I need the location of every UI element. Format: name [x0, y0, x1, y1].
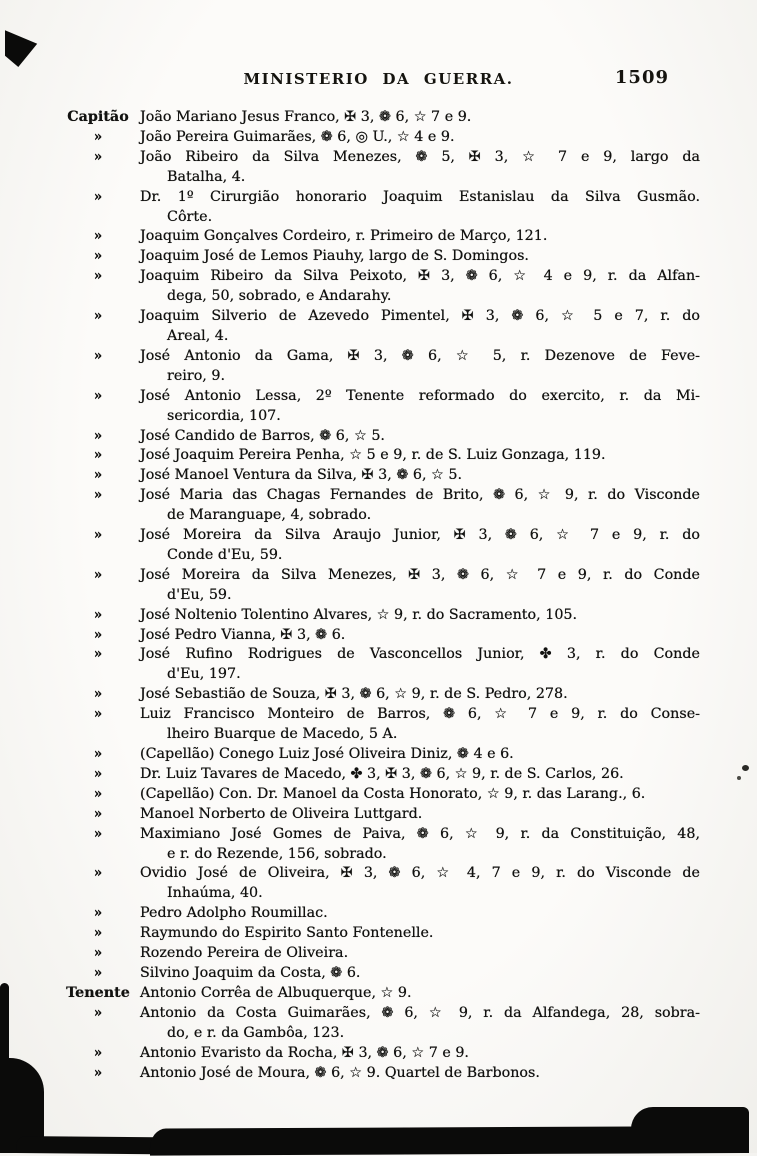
entry-line: Batalha, 4. [167, 168, 246, 185]
ditto-mark: » [93, 128, 103, 145]
entry-text [140, 944, 700, 964]
entry-row [56, 825, 700, 865]
entry-row [56, 645, 700, 685]
entry-text [140, 765, 700, 785]
ditto-mark: » [93, 746, 103, 762]
ditto-mark: » [93, 527, 103, 544]
entry-line: (Capellão) Con. Dr. Manoel da Costa Honorato, ☆ 9, r. das Larang., 6. [140, 785, 646, 802]
entry-line: reiro, 9. [167, 367, 226, 384]
ditto-mark: » [93, 248, 103, 265]
ditto-mark: » [93, 447, 103, 464]
entry-line: dega, 50, sobrado, e Andarahy. [167, 288, 392, 305]
entry-line: Inhaúma, 40. [167, 885, 263, 902]
entry-line: José Moreira da Silva Menezes, ✠ 3, ❁ 6, ☆ 7 e 9, r. do Conde [140, 566, 700, 583]
entry-line: lheiro Buarque de Macedo, 5 A. [167, 726, 398, 743]
entry-line: Conde d'Eu, 59. [167, 546, 283, 563]
ditto-mark: » [93, 805, 103, 822]
rank-label: Capitão [67, 109, 129, 125]
entry-text [140, 466, 700, 486]
ditto-mark: » [93, 1044, 103, 1061]
entry-text [140, 446, 700, 466]
entry-text [140, 1044, 700, 1064]
entry-line: José Rufino Rodrigues de Vasconcellos Junior, ✤ 3, r. do Conde [140, 646, 700, 663]
page-number: 1509 [614, 67, 669, 88]
entry-row [56, 964, 700, 984]
rank-label: Tenente [66, 984, 130, 1001]
entry-row [56, 128, 700, 148]
scan-artifact-bottom-right-corner [631, 1107, 749, 1153]
entry-row [56, 984, 700, 1004]
officer-list [56, 108, 700, 1083]
entry-text [140, 148, 700, 188]
entry-line: Antonio José de Moura, ❁ 6, ☆ 9. Quartel de Barbonos. [140, 1064, 540, 1081]
entry-text [140, 387, 700, 427]
entry-line: Joaquim José de Lemos Piauhy, largo de S. Domingos. [140, 248, 529, 265]
entry-line: Dr. 1º Cirurgião honorario Joaquim Estanislau da Silva Gusmão. [140, 188, 700, 205]
entry-line: de Maranguape, 4, sobrado. [167, 507, 372, 524]
entry-text [140, 307, 700, 347]
entry-line: Raymundo do Espirito Santo Fontenelle. [140, 925, 434, 942]
entry-line: João Mariano Jesus Franco, ✠ 3, ❁ 6, ☆ 7 e 9. [140, 109, 472, 125]
ditto-mark: » [93, 188, 103, 205]
entry-text [140, 924, 700, 944]
entry-text [140, 785, 700, 805]
entry-line: Manoel Norberto de Oliveira Luttgard. [140, 805, 423, 822]
entry-row [56, 148, 700, 188]
entry-text [140, 825, 700, 865]
entry-row [56, 685, 700, 705]
ditto-mark: » [93, 148, 103, 165]
entry-line: sericordia, 107. [167, 407, 281, 424]
entry-row [56, 1064, 700, 1084]
entry-line: Luiz Francisco Monteiro de Barros, ❁ 6, ☆ 7 e 9, r. do Conse- [140, 706, 700, 723]
scan-artifact-right-speck [737, 776, 741, 780]
entry-text [140, 227, 700, 247]
entry-text [140, 685, 700, 705]
ditto-mark: » [93, 347, 103, 364]
entry-text [140, 606, 700, 626]
ditto-mark: » [93, 566, 103, 583]
entry-row [56, 486, 700, 526]
ditto-mark: » [93, 1004, 103, 1021]
entry-text [140, 745, 700, 765]
entry-text [140, 705, 700, 745]
entry-line: Silvino Joaquim da Costa, ❁ 6. [140, 964, 361, 981]
entry-line: José Moreira da Silva Araujo Junior, ✠ 3, ❁ 6, ☆ 7 e 9, r. do [140, 527, 700, 544]
entry-row [56, 1044, 700, 1064]
ditto-mark: » [93, 785, 103, 802]
ditto-mark: » [93, 945, 103, 962]
entry-text [140, 1004, 700, 1044]
entry-row [56, 446, 700, 466]
entry-line: José Noltenio Tolentino Alvares, ☆ 9, r. do Sacramento, 105. [140, 606, 578, 623]
ditto-mark: » [93, 268, 103, 285]
ditto-mark: » [93, 606, 103, 623]
ditto-mark: » [93, 964, 103, 981]
ditto-mark: » [93, 487, 103, 504]
entry-row [56, 765, 700, 785]
entry-line: Antonio Evaristo da Rocha, ✠ 3, ❁ 6, ☆ 7 e 9. [140, 1044, 469, 1061]
scan-artifact-top-left [5, 27, 40, 67]
entry-row [56, 427, 700, 447]
entry-row [56, 387, 700, 427]
entry-line: José Maria das Chagas Fernandes de Brito, ❁ 6, ☆ 9, r. do Visconde [140, 487, 700, 504]
entry-row [56, 307, 700, 347]
ditto-mark: » [93, 467, 103, 484]
entry-row [56, 944, 700, 964]
entry-line: João Ribeiro da Silva Menezes, ❁ 5, ✠ 3, ☆ 7 e 9, largo da [140, 148, 700, 165]
entry-row [56, 924, 700, 944]
scan-artifact-right-dot [742, 765, 749, 771]
entry-line: d'Eu, 59. [167, 586, 232, 603]
entry-text [140, 128, 700, 148]
entry-line: do, e r. da Gambôa, 123. [167, 1024, 345, 1041]
entry-row [56, 566, 700, 606]
page-title: MINISTERIO DA GUERRA. [243, 70, 514, 88]
ditto-mark: » [93, 228, 103, 245]
entry-text [140, 566, 700, 606]
entry-row [56, 108, 700, 128]
entry-line: José Manoel Ventura da Silva, ✠ 3, ❁ 6, ☆ 5. [140, 467, 463, 484]
entry-row [56, 745, 700, 765]
ditto-mark: » [93, 626, 103, 643]
entry-row [56, 347, 700, 387]
entry-line: (Capellão) Conego Luiz José Oliveira Diniz, ❁ 4 e 6. [140, 746, 514, 762]
entry-row [56, 466, 700, 486]
entry-line: Ovidio José de Oliveira, ✠ 3, ❁ 6, ☆ 4, 7 e 9, r. do Visconde de [140, 865, 700, 882]
entry-text [140, 188, 700, 228]
entry-row [56, 904, 700, 924]
entry-line: Pedro Adolpho Roumillac. [140, 905, 328, 922]
entry-line: Côrte. [167, 208, 213, 225]
entry-row [56, 864, 700, 904]
entry-text [140, 864, 700, 904]
entry-row [56, 805, 700, 825]
ditto-mark: » [93, 646, 103, 663]
entry-text [140, 1064, 700, 1084]
entry-text [140, 805, 700, 825]
ditto-mark: » [93, 387, 103, 404]
entry-text [140, 427, 700, 447]
ditto-mark: » [93, 765, 103, 782]
entry-text [140, 247, 700, 267]
entry-line: José Joaquim Pereira Penha, ☆ 5 e 9, r. de S. Luiz Gonzaga, 119. [140, 447, 606, 464]
ditto-mark: » [93, 865, 103, 882]
entry-row [56, 705, 700, 745]
entry-line: Joaquim Gonçalves Cordeiro, r. Primeiro de Março, 121. [140, 228, 548, 245]
ditto-mark: » [93, 706, 103, 723]
entry-line: José Sebastião de Souza, ✠ 3, ❁ 6, ☆ 9, r. de S. Pedro, 278. [140, 686, 568, 703]
entry-line: José Antonio Lessa, 2º Tenente reformado do exercito, r. da Mi- [140, 387, 700, 404]
entry-row [56, 526, 700, 566]
entry-line: Joaquim Silverio de Azevedo Pimentel, ✠ 3, ❁ 6, ☆ 5 e 7, r. do [140, 308, 700, 325]
entry-line: Antonio Corrêa de Albuquerque, ☆ 9. [140, 984, 412, 1001]
entry-line: Antonio da Costa Guimarães, ❁ 6, ☆ 9, r. da Alfandega, 28, sobra- [140, 1004, 700, 1021]
entry-text [140, 526, 700, 566]
entry-row [56, 785, 700, 805]
entry-row [56, 626, 700, 646]
entry-text [140, 267, 700, 307]
entry-text [140, 904, 700, 924]
entry-row [56, 188, 700, 228]
entry-line: Rozendo Pereira de Oliveira. [140, 945, 349, 962]
entry-text [140, 108, 700, 128]
entry-text [140, 964, 700, 984]
ditto-mark: » [93, 308, 103, 325]
entry-text [140, 984, 700, 1004]
entry-line: Dr. Luiz Tavares de Macedo, ✤ 3, ✠ 3, ❁ 6, ☆ 9, r. de S. Carlos, 26. [140, 765, 624, 782]
entry-line: João Pereira Guimarães, ❁ 6, ◎ U., ☆ 4 e 9. [140, 128, 455, 145]
entry-line: José Antonio da Gama, ✠ 3, ❁ 6, ☆ 5, r. Dezenove de Feve- [140, 347, 700, 364]
ditto-mark: » [93, 825, 103, 842]
entry-row [56, 227, 700, 247]
ditto-mark: » [93, 905, 103, 922]
entry-line: Maximiano José Gomes de Paiva, ❁ 6, ☆ 9, r. da Constituição, 48, [140, 825, 700, 842]
entry-text [140, 626, 700, 646]
entry-line: d'Eu, 197. [167, 666, 241, 683]
entry-text [140, 347, 700, 387]
page-header [0, 67, 757, 94]
entry-line: José Candido de Barros, ❁ 6, ☆ 5. [140, 427, 385, 444]
entry-line: Areal, 4. [167, 327, 229, 344]
entry-row [56, 1004, 700, 1044]
entry-text [140, 486, 700, 526]
ditto-mark: » [93, 925, 103, 942]
entry-text [140, 645, 700, 685]
ditto-mark: » [93, 427, 103, 444]
entry-line: Joaquim Ribeiro da Silva Peixoto, ✠ 3, ❁ 6, ☆ 4 e 9, r. da Alfan- [140, 268, 700, 285]
entry-row [56, 247, 700, 267]
entry-row [56, 267, 700, 307]
ditto-mark: » [93, 1064, 103, 1081]
entry-row [56, 606, 700, 626]
entry-line: e r. do Rezende, 156, sobrado. [167, 845, 387, 862]
entry-line: José Pedro Vianna, ✠ 3, ❁ 6. [140, 626, 346, 643]
ditto-mark: » [93, 686, 103, 703]
